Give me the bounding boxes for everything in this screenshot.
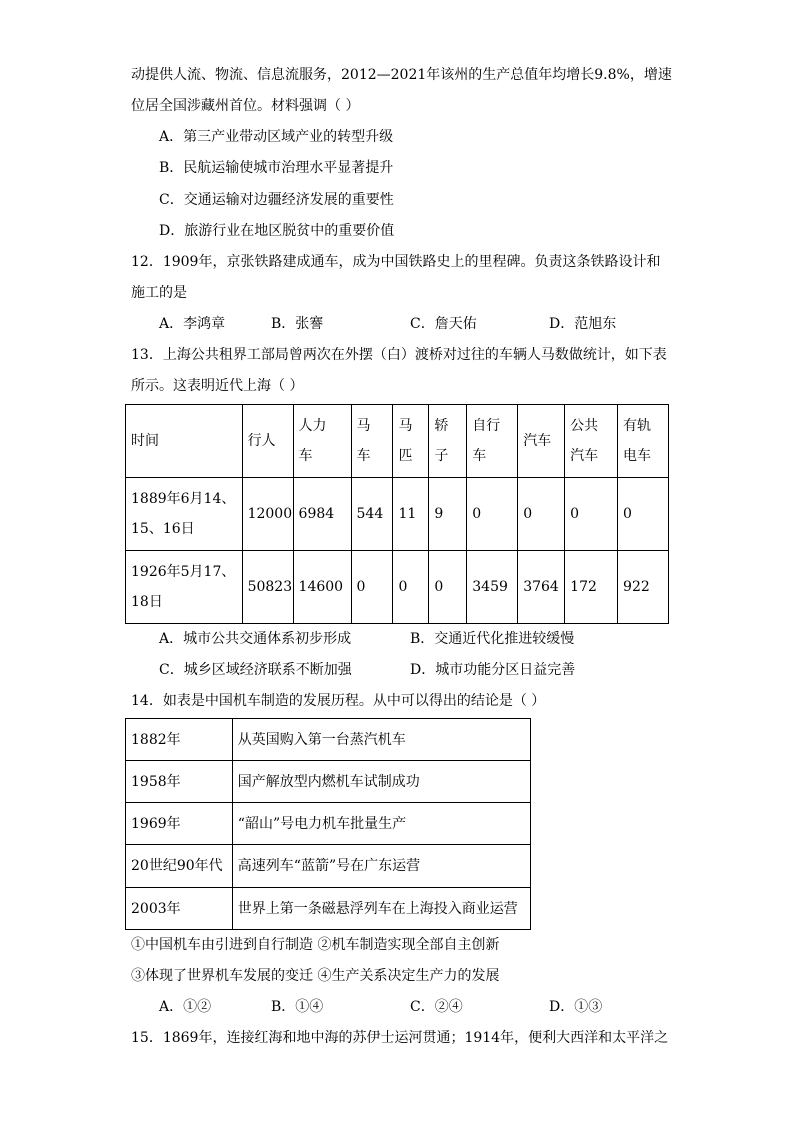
q12-option-b: B．张謇 (271, 316, 324, 332)
value-cell: 0 (618, 478, 669, 551)
header-cell: 公共 汽车 (565, 405, 618, 478)
header-cell: 马 匹 (393, 405, 429, 478)
table-row (126, 845, 531, 888)
q12-option-d: D．范旭东 (549, 316, 617, 332)
year-cell: 1958年 (126, 761, 233, 803)
time-cell: 1889年6月14、 15、16日 (126, 478, 243, 551)
year-cell: 1882年 (126, 719, 233, 761)
event-cell: “韶山”号电力机车批量生产 (232, 803, 530, 845)
q12-option-a: A．李鸿章 (159, 316, 226, 332)
q14-option-d: D．①③ (549, 999, 603, 1015)
header-cell: 轿 子 (429, 405, 467, 478)
table-row (126, 719, 531, 761)
value-cell: 11 (393, 478, 429, 551)
q12-option-c: C．詹天佑 (410, 316, 477, 332)
q12-line1: 12．1909年，京张铁路建成通车，成为中国铁路史上的里程碑。负责这条铁路设计和 (131, 254, 661, 270)
year-cell: 1969年 (126, 803, 233, 845)
header-cell: 行人 (242, 405, 293, 478)
table-row (126, 478, 669, 551)
q14-line1: 14．如表是中国机车制造的发展历程。从中可以得出的结论是（ ） (131, 693, 546, 709)
value-cell: 6984 (293, 478, 351, 551)
traffic-count-table (125, 404, 669, 624)
header-cell: 自行 车 (467, 405, 518, 478)
q11-line2: 位居全国涉藏州首位。材料强调（ ） (131, 98, 360, 114)
q14-statements-1: ①中国机车由引进到自行制造 ②机车制造实现全部自主创新 (131, 937, 500, 953)
value-cell: 922 (618, 551, 669, 624)
q14-statements-2: ③体现了世界机车发展的变迁 ④生产关系决定生产力的发展 (131, 968, 500, 984)
value-cell: 50823 (242, 551, 293, 624)
header-cell: 马 车 (351, 405, 393, 478)
event-cell: 世界上第一条磁悬浮列车在上海投入商业运营 (232, 888, 530, 930)
header-cell: 人力 车 (293, 405, 351, 478)
value-cell: 0 (467, 478, 518, 551)
q13-option-a: A．城市公共交通体系初步形成 (159, 631, 352, 647)
header-cell: 时间 (126, 405, 243, 478)
event-cell: 从英国购入第一台蒸汽机车 (232, 719, 530, 761)
q12-line2: 施工的是 (131, 285, 187, 301)
value-cell: 0 (518, 478, 565, 551)
year-cell: 20世纪90年代 (126, 845, 233, 888)
event-cell: 高速列车“蓝箭”号在广东运营 (232, 845, 530, 888)
value-cell: 3459 (467, 551, 518, 624)
table-header-row (126, 405, 669, 478)
q11-line1: 动提供人流、物流、信息流服务，2012—2021年该州的生产总值年均增长9.8%，增速 (131, 67, 672, 83)
value-cell: 3764 (518, 551, 565, 624)
value-cell: 12000 (242, 478, 293, 551)
time-cell: 1926年5月17、 18日 (126, 551, 243, 624)
q13-line1: 13．上海公共租界工部局曾两次在外摆（白）渡桥对过往的车辆人马数做统计，如下表 (131, 347, 667, 363)
table-row (126, 888, 531, 930)
year-cell: 2003年 (126, 888, 233, 930)
q14-option-b: B．①④ (271, 999, 324, 1015)
value-cell: 172 (565, 551, 618, 624)
table-row (126, 761, 531, 803)
header-cell: 有轨 电车 (618, 405, 669, 478)
value-cell: 0 (351, 551, 393, 624)
q14-option-c: C．②④ (410, 999, 463, 1015)
q11-option-a: A．第三产业带动区域产业的转型升级 (159, 129, 394, 145)
q13-option-c: C．城乡区域经济联系不断加强 (159, 662, 352, 678)
event-cell: 国产解放型内燃机车试制成功 (232, 761, 530, 803)
value-cell: 0 (429, 551, 467, 624)
table-row (126, 803, 531, 845)
value-cell: 0 (565, 478, 618, 551)
q15-line1: 15．1869年，连接红海和地中海的苏伊士运河贯通；1914年，便利大西洋和太平洋之 (131, 1030, 669, 1046)
locomotive-history-table (125, 718, 531, 930)
value-cell: 0 (393, 551, 429, 624)
q11-option-c: C．交通运输对边疆经济发展的重要性 (159, 192, 394, 208)
q11-option-b: B．民航运输使城市治理水平显著提升 (159, 160, 394, 176)
q13-option-b: B．交通近代化推进较缓慢 (410, 631, 575, 647)
q13-line2: 所示。这表明近代上海（ ） (131, 378, 304, 394)
q14-option-a: A．①② (159, 999, 212, 1015)
table-row (126, 551, 669, 624)
value-cell: 9 (429, 478, 467, 551)
q11-option-d: D．旅游行业在地区脱贫中的重要价值 (159, 223, 395, 239)
header-cell: 汽车 (518, 405, 565, 478)
q13-option-d: D．城市功能分区日益完善 (410, 662, 576, 678)
value-cell: 14600 (293, 551, 351, 624)
value-cell: 544 (351, 478, 393, 551)
